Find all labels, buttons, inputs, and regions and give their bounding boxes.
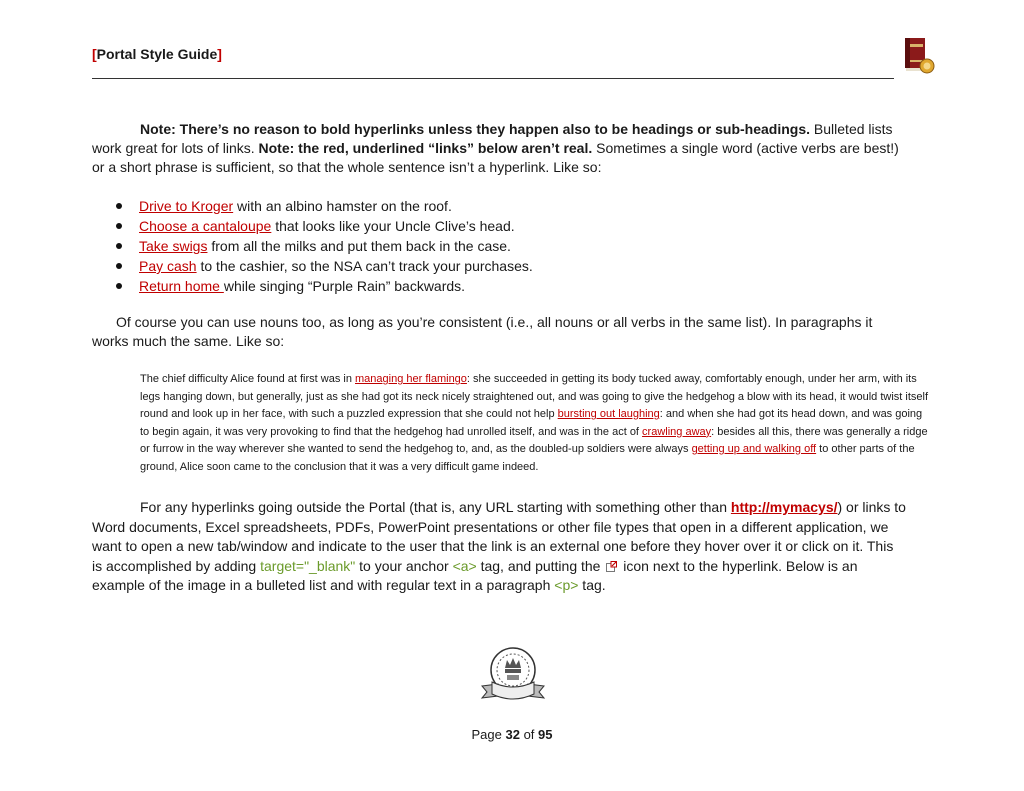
nouns-paragraph: Of course you can use nouns too, as long as you’re consistent (i.e., all nouns or all verbs in the same list). In paragraphs it works much the same. Like so:: [92, 314, 873, 349]
para-text: to your anchor: [355, 557, 453, 574]
list-item: [110, 256, 533, 276]
bullet-icon: [116, 263, 122, 269]
list-item: [110, 276, 533, 296]
header-rule: [92, 78, 894, 79]
book-icon: [900, 36, 936, 76]
quote-text: : she succeeded in getting its body tucked away, comfortably enough, under her arm, with its legs hanging down, but generally, just as she had got its neck nicely straightened out, and was going to give the hedgehog a blow with its head, it would twist itself round and look up in her face, with such a puzzled expression that she could not help: [140, 373, 929, 420]
para-text: For any hyperlinks going outside the Portal (that is, any URL starting with something other than: [140, 499, 731, 515]
external-links-paragraph: [92, 498, 907, 596]
list-item-text: that looks like your Uncle Clive’s head.: [271, 218, 515, 234]
para-text: ) or links to Word documents, Excel spreadsheets, PDFs, PowerPoint presentations or other file types that open in a different application, we want to open a new tab/window and indicate to the user that the link is an external one before they hover over it or click on it. This is accomplished by adding: [92, 499, 906, 574]
document-header: [92, 46, 222, 62]
footer-page-label: Page: [471, 727, 506, 742]
alice-quote-block: [140, 371, 932, 476]
header-close-bracket: ]: [217, 46, 222, 62]
bullet-icon: [116, 243, 122, 249]
note-bold-1: Note: There’s no reason to bold hyperlinks unless they happen also to be headings or sub-headings.: [140, 121, 811, 137]
quote-text: : besides all this, there was generally a ridge or furrow in the way wherever she wanted to send the hedgehog to, and, as the doubled-up soldiers were always: [140, 425, 928, 455]
link-choose-a-cantaloupe[interactable]: Choose a cantaloupe: [139, 218, 272, 234]
link-crawling-away[interactable]: crawling away: [642, 425, 712, 438]
link-getting-up-and-walking-off[interactable]: getting up and walking off: [691, 443, 817, 455]
para-text: icon next to the hyperlink. Below is an example of the image in a bulleted list and with regular text in a paragraph: [92, 557, 858, 593]
header-title: Portal Style Guide: [96, 46, 218, 62]
link-pay-cash[interactable]: Pay cash: [139, 258, 197, 274]
list-item-text: from all the milks and put them back in the case.: [207, 238, 511, 254]
quote-text: to other parts of the ground, Alice soon came to the conclusion that it was a very difficult game indeed.: [140, 443, 915, 473]
link-mymacys[interactable]: http://mymacys/: [730, 499, 838, 515]
footer-of-label: of: [519, 727, 539, 742]
external-link-icon: [606, 561, 617, 572]
link-managing-her-flamingo[interactable]: managing her flamingo: [355, 373, 467, 385]
header-open-bracket: [: [92, 46, 97, 62]
para-text: tag, and putting the: [476, 557, 605, 574]
link-bursting-out-laughing[interactable]: bursting out laughing: [557, 408, 660, 420]
note-bold-2: Note: the red, underlined “links” below aren’t real.: [258, 140, 593, 156]
bullet-icon: [116, 283, 122, 289]
link-drive-to-kroger[interactable]: Drive to Kroger: [139, 198, 234, 214]
code-p-tag: <p>: [554, 577, 579, 593]
link-return-home[interactable]: Return home: [139, 278, 224, 294]
list-item-text: to the cashier, so the NSA can’t track your purchases.: [196, 258, 533, 274]
list-item-text: with an albino hamster on the roof.: [233, 198, 452, 214]
intro-text-2: Sometimes a single word (active verbs are best!) or a short phrase is sufficient, so that the whole sentence isn’t a hyperlink. Like so:: [92, 140, 899, 175]
list-item: [110, 216, 533, 236]
para-text: tag.: [578, 577, 606, 593]
bulleted-link-list: [110, 196, 533, 296]
code-target-blank: target="_blank": [260, 557, 356, 574]
page-footer: [0, 727, 1024, 742]
bullet-icon: [116, 203, 122, 209]
seal-emblem: [478, 644, 548, 706]
list-item-text: while singing “Purple Rain” backwards.: [223, 278, 466, 294]
list-item: [110, 196, 533, 216]
quote-text: The chief difficulty Alice found at first was in: [140, 373, 356, 385]
total-pages: 95: [538, 727, 553, 742]
intro-text-1: Bulleted lists work great for lots of links.: [92, 121, 893, 156]
code-anchor-tag: <a>: [452, 557, 477, 574]
current-page: 32: [505, 727, 520, 742]
quote-text: : and when she had got its head down, and was going to begin again, it was very provoking to find that the hedgehog had unrolled itself, and was in the act of: [140, 408, 923, 438]
bullet-icon: [116, 223, 122, 229]
intro-paragraph: [92, 120, 907, 177]
link-take-swigs[interactable]: Take swigs: [139, 238, 208, 254]
list-item: [110, 236, 533, 256]
